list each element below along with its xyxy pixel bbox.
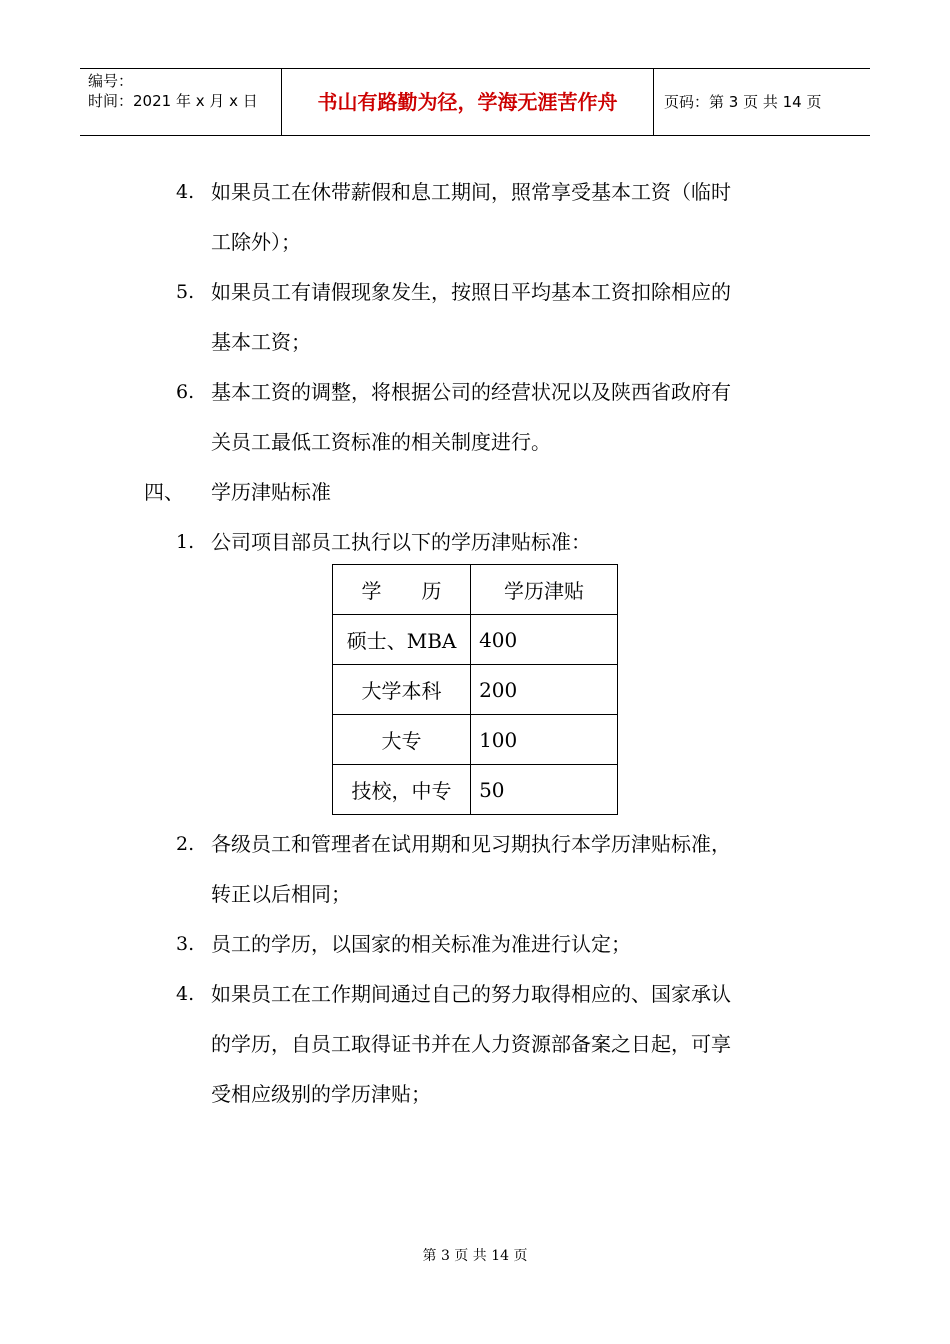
table-cell-education: 大学本科 — [333, 665, 471, 715]
education-allowance-table — [332, 564, 618, 815]
section-number: 四、 — [144, 480, 184, 504]
page-footer: 第 3 页 共 14 页 — [422, 1248, 528, 1264]
table-cell-allowance: 50 — [471, 765, 618, 815]
table-row — [333, 665, 618, 715]
table-header-cell: 学 历 — [333, 565, 471, 615]
table-row — [333, 765, 618, 815]
section-title: 学历津贴标准 — [211, 480, 331, 504]
list-item-text: 受相应级别的学历津贴； — [211, 1082, 431, 1106]
header-motto: 书山有路勤为径，学海无涯苦作舟 — [281, 69, 654, 135]
list-item-text: 工除外）； — [211, 230, 301, 254]
list-number: 4. — [176, 181, 195, 203]
list-item-text: 如果员工在休带薪假和息工期间，照常享受基本工资（临时 — [211, 180, 731, 204]
list-item-text: 的学历，自员工取得证书并在人力资源部备案之日起，可享 — [211, 1032, 731, 1056]
list-item-text: 各级员工和管理者在试用期和见习期执行本学历津贴标准， — [211, 832, 731, 856]
table-cell-allowance: 200 — [471, 665, 618, 715]
document-time-label: 时间：2021 年 x 月 x 日 — [88, 92, 258, 110]
list-item-text: 员工的学历，以国家的相关标准为准进行认定； — [211, 932, 631, 956]
list-number: 1. — [176, 531, 195, 553]
header-page-info: 页码：第 3 页 共 14 页 — [664, 93, 822, 111]
table-header-cell: 学历津贴 — [471, 565, 618, 615]
table-header-row — [333, 565, 618, 615]
list-item-text: 公司项目部员工执行以下的学历津贴标准： — [211, 530, 591, 554]
list-item-text: 如果员工在工作期间通过自己的努力取得相应的、国家承认 — [211, 982, 731, 1006]
list-item-text: 基本工资的调整，将根据公司的经营状况以及陕西省政府有 — [211, 380, 731, 404]
table-cell-education: 技校，中专 — [333, 765, 471, 815]
list-number: 3. — [176, 933, 195, 955]
list-item-text: 转正以后相同； — [211, 882, 351, 906]
list-number: 4. — [176, 983, 195, 1005]
header-meta — [80, 69, 281, 135]
list-number: 6. — [176, 381, 195, 403]
table-cell-allowance: 400 — [471, 615, 618, 665]
table-cell-allowance: 100 — [471, 715, 618, 765]
page-header — [80, 68, 870, 136]
document-number-label: 编号： — [88, 72, 134, 90]
table-cell-education: 大专 — [333, 715, 471, 765]
list-number: 2. — [176, 833, 195, 855]
table-row — [333, 615, 618, 665]
list-item-text: 如果员工有请假现象发生，按照日平均基本工资扣除相应的 — [211, 280, 731, 304]
list-item-text: 基本工资； — [211, 330, 311, 354]
table-cell-education: 硕士、MBA — [333, 615, 471, 665]
list-item-text: 关员工最低工资标准的相关制度进行。 — [211, 430, 551, 454]
table-row — [333, 715, 618, 765]
list-number: 5. — [176, 281, 195, 303]
